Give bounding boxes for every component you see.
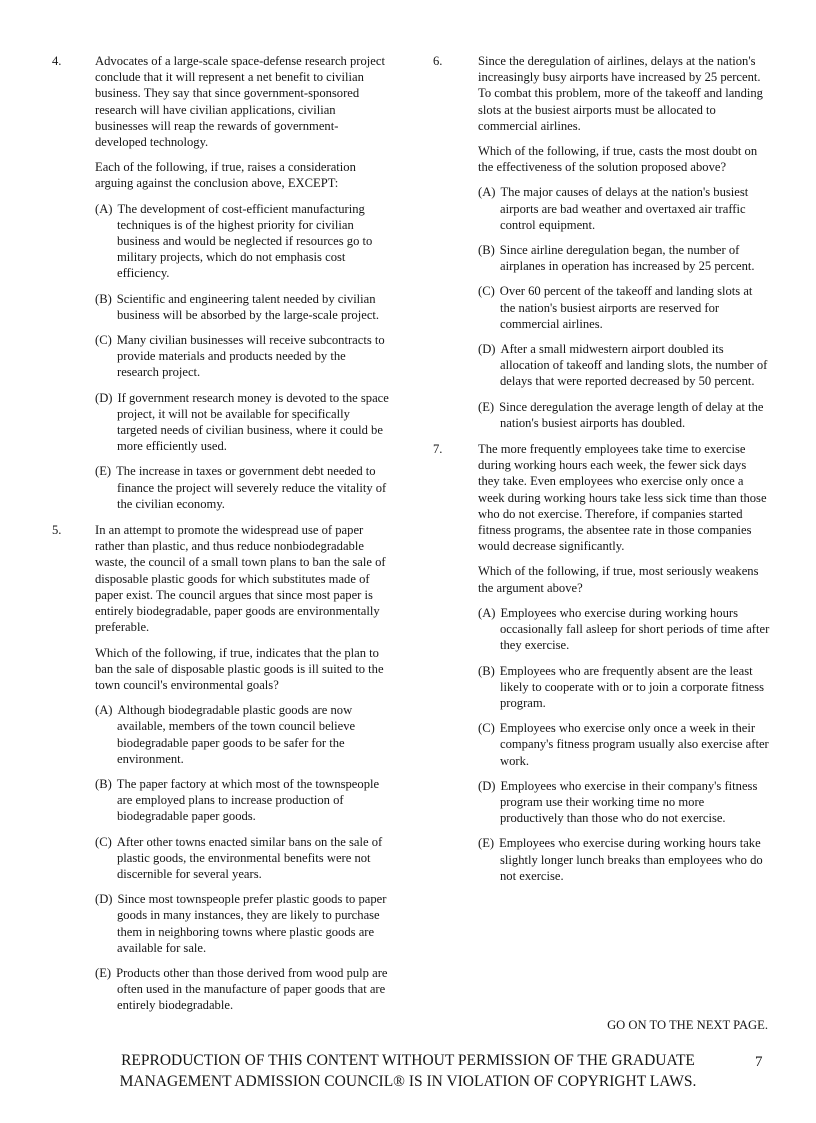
option-row bbox=[478, 778, 770, 827]
option-text: Products other than those derived from wood pulp are often used in the manufacture of paper goods that are entirely biodegradable. bbox=[116, 965, 388, 1013]
option-label: (C) bbox=[478, 721, 495, 736]
option-label: (A) bbox=[478, 605, 496, 620]
option-label: (B) bbox=[95, 291, 112, 306]
option-text: Many civilian businesses will receive subcontracts to provide materials and products needed by the research project. bbox=[116, 333, 385, 380]
option-text: Scientific and engineering talent needed by civilian business will be absorbed by the large-scale project. bbox=[116, 291, 380, 322]
option-row bbox=[95, 201, 389, 282]
option-label: (A) bbox=[95, 201, 113, 216]
option-row bbox=[95, 332, 389, 381]
question-number: 6. bbox=[433, 54, 443, 68]
copyright-notice bbox=[0, 1051, 816, 1092]
question-body bbox=[478, 441, 770, 884]
question-number: 4. bbox=[52, 54, 62, 68]
question-body bbox=[95, 522, 389, 1013]
question-stem: In an attempt to promote the widespread use of paper rather than plastic, and thus reduce nonbiodegradable waste, the council of a small town plans to ban the sale of disposable plastic goods for which substitutes made of paper exist. The council argues that since most paper is entirely biodegradable, paper goods are environmentally preferable. bbox=[95, 523, 386, 635]
option-label: (B) bbox=[478, 243, 495, 258]
option-label: (E) bbox=[95, 965, 112, 980]
question-5 bbox=[52, 522, 389, 1013]
option-text: Employees who are frequently absent are the least likely to cooperate with or to join a corporate fitness program. bbox=[499, 663, 765, 710]
option-row bbox=[478, 399, 770, 431]
option-text: Since deregulation the average length of delay at the nation's busiest airports has doubled. bbox=[499, 399, 764, 430]
option-row bbox=[478, 184, 770, 233]
option-text: The development of cost-efficient manufacturing techniques is of the highest priority for civilian business and would be neglected if resources go to military projects, which do not emphasis cost efficiency. bbox=[117, 201, 373, 281]
option-label: (B) bbox=[95, 776, 112, 791]
column-right bbox=[433, 53, 770, 894]
copyright-notice-line-2: MANAGEMENT ADMISSION COUNCIL® IS IN VIOLATION OF COPYRIGHT LAWS. bbox=[119, 1072, 697, 1090]
option-row bbox=[478, 835, 770, 884]
option-row bbox=[95, 291, 389, 323]
option-label: (D) bbox=[478, 778, 496, 793]
option-text: Although biodegradable plastic goods are now available, members of the town council believe biodegradable paper goods to be safer for the environment. bbox=[117, 703, 356, 766]
option-row bbox=[478, 283, 770, 332]
option-label: (D) bbox=[95, 390, 113, 405]
question-body bbox=[478, 53, 770, 431]
option-text: Since airline deregulation began, the number of airplanes in operation has increased by 25 percent. bbox=[499, 243, 755, 274]
question-7 bbox=[433, 441, 770, 884]
option-text: After a small midwestern airport doubled its allocation of takeoff and landing slots, the number of delays that were reported decreased by 50 percent. bbox=[500, 342, 768, 389]
option-row bbox=[95, 702, 389, 767]
question-prompt: Each of the following, if true, raises a consideration arguing against the conclusion above, EXCEPT: bbox=[95, 160, 356, 191]
option-label: (C) bbox=[95, 834, 112, 849]
option-row bbox=[95, 965, 389, 1014]
question-prompt: Which of the following, if true, most seriously weakens the argument above? bbox=[478, 564, 759, 595]
option-label: (C) bbox=[95, 333, 112, 348]
option-row bbox=[478, 605, 770, 654]
option-row bbox=[95, 834, 389, 883]
option-label: (C) bbox=[478, 284, 495, 299]
question-prompt: Which of the following, if true, indicates that the plan to ban the sale of disposable plastic goods is ill suited to the town council's environmental goals? bbox=[95, 645, 384, 692]
option-text: After other towns enacted similar bans on the sale of plastic goods, the environmental benefits were not discernible for several years. bbox=[116, 834, 383, 881]
option-text: Employees who exercise only once a week in their company's fitness program usually also exercise after work. bbox=[499, 721, 769, 768]
option-label: (B) bbox=[478, 663, 495, 678]
option-text: The increase in taxes or government debt needed to finance the project will severely reduce the vitality of the civilian economy. bbox=[116, 464, 387, 511]
question-stem: The more frequently employees take time to exercise during working hours each week, the fewer sick days they take. Even employees who exercise only once a week during working hours take less sick time than those who do not exercise. Therefore, if companies started fitness programs, the absentee rate in those companies would decrease significantly. bbox=[478, 442, 767, 554]
option-row bbox=[478, 341, 770, 390]
column-left bbox=[52, 53, 389, 1024]
option-text: Employees who exercise during working hours take slightly longer lunch breaks than employees who do not exercise. bbox=[499, 836, 763, 883]
option-row bbox=[478, 720, 770, 769]
question-stem: Advocates of a large-scale space-defense research project conclude that it will represent a net benefit to civilian business. They say that since government-sponsored research will have civilian applications, civilian businesses will reap the rewards of government-developed technology. bbox=[95, 54, 385, 150]
option-text: Employees who exercise in their company's fitness program use their working time no more productively than those who do not exercise. bbox=[500, 778, 758, 826]
page-number: 7 bbox=[755, 1054, 763, 1070]
go-on-instruction: GO ON TO THE NEXT PAGE. bbox=[607, 1018, 768, 1032]
option-text: Since most townspeople prefer plastic goods to paper goods in many instances, they are likely to purchase them in neighboring towns where plastic goods are available for sale. bbox=[117, 892, 387, 955]
question-number: 7. bbox=[433, 442, 443, 457]
copyright-notice-line-1: REPRODUCTION OF THIS CONTENT WITHOUT PERMISSION OF THE GRADUATE bbox=[121, 1052, 695, 1069]
option-label: (A) bbox=[478, 185, 496, 200]
question-prompt: Which of the following, if true, casts the most doubt on the effectiveness of the solution proposed above? bbox=[478, 144, 758, 175]
option-text: Employees who exercise during working hours occasionally fall asleep for short periods of time after they exercise. bbox=[500, 605, 770, 653]
option-label: (E) bbox=[478, 399, 495, 414]
option-label: (E) bbox=[95, 464, 112, 479]
question-stem: Since the deregulation of airlines, delays at the nation's increasingly busy airports have increased by 25 percent. To combat this problem, more of the takeoff and landing slots at the busiest airports must be allocated to commercial airlines. bbox=[478, 54, 763, 133]
option-row bbox=[478, 663, 770, 712]
question-4 bbox=[52, 53, 389, 512]
option-text: The paper factory at which most of the townspeople are employed plans to increase production of biodegradable paper goods. bbox=[116, 776, 380, 824]
option-row bbox=[95, 776, 389, 825]
question-body bbox=[95, 53, 389, 512]
option-label: (D) bbox=[95, 892, 113, 907]
question-number: 5. bbox=[52, 523, 62, 538]
option-text: If government research money is devoted to the space project, it will not be available for specifically targeted needs of civilian business, where it could be more efficiently used. bbox=[117, 390, 389, 454]
option-row bbox=[95, 463, 389, 512]
option-label: (A) bbox=[95, 703, 113, 718]
option-row bbox=[95, 891, 389, 956]
option-row bbox=[95, 390, 389, 455]
option-row bbox=[478, 242, 770, 274]
question-6 bbox=[433, 53, 770, 431]
option-text: Over 60 percent of the takeoff and landing slots at the nation's busiest airports are reserved for commercial airlines. bbox=[499, 284, 753, 331]
option-label: (E) bbox=[478, 836, 495, 851]
option-text: The major causes of delays at the nation's busiest airports are bad weather and overtaxed air traffic control equipment. bbox=[500, 185, 749, 232]
option-label: (D) bbox=[478, 342, 496, 357]
